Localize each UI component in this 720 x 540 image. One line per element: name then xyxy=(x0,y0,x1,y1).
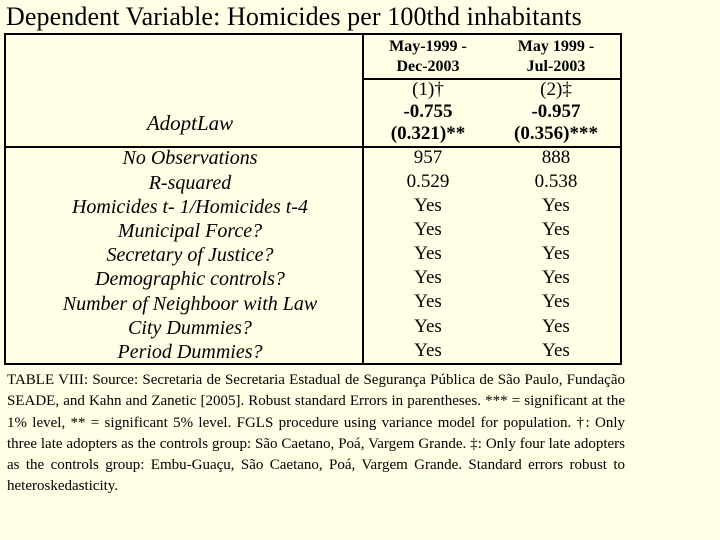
row-c1: Yes xyxy=(414,243,442,264)
col1-period xyxy=(364,37,492,77)
row-label: Homicides t- 1/Homicides t-4 xyxy=(71,196,309,218)
row-c2: Yes xyxy=(542,219,570,240)
col2-period-line2: Jul-2003 xyxy=(526,58,586,75)
row-c1: Yes xyxy=(414,340,442,361)
row-c2: Yes xyxy=(542,316,570,337)
row-label: Demographic controls? xyxy=(95,268,285,290)
row-c1: Yes xyxy=(414,316,442,337)
row-c2: Yes xyxy=(542,195,570,216)
row-c2: 888 xyxy=(541,147,571,168)
row-label: Number of Neighboor with Law xyxy=(62,293,318,315)
col1-period-line2: Dec-2003 xyxy=(396,58,460,75)
row-label: Period Dummies? xyxy=(117,341,263,363)
row-c2: Yes xyxy=(542,340,570,361)
row-label: Secretary of Justice? xyxy=(106,244,274,266)
col2-model: (2)‡ xyxy=(540,79,572,100)
row-c1: 0.529 xyxy=(406,171,450,192)
row-c1: Yes xyxy=(414,219,442,240)
regression-table xyxy=(4,33,622,365)
col1-coef-block xyxy=(364,79,492,145)
col1-model: (1)† xyxy=(412,79,444,100)
row-c2: Yes xyxy=(542,267,570,288)
col2-period-line1: May 1999 - xyxy=(517,38,595,55)
table-caption: TABLE VIII: Source: Secretaria de Secretaria Estadual de Segurança Pública de São Paulo, Fundação SEADE, and Kahn and Zanetic [2005]. Robust standard Errors in parentheses. *** = significant at the 1% level, ** = significant 5% level. FGLS procedure using variance model for population. †: Only three late adopters as the controls group: São Caetano, Poá, Vargem Grande. ‡: Only four late adopters as the controls group: Embu-Guaçu, São Caetano, Poá, Vargem Grande. Standard errors robust to heteroskedasticity. xyxy=(7,372,625,495)
row-c2: Yes xyxy=(542,291,570,312)
col1-coef: -0.755 xyxy=(403,101,453,122)
col2-coef-block xyxy=(492,79,620,145)
row-c1: 957 xyxy=(413,147,443,168)
col1-se: (0.321)** xyxy=(390,123,466,144)
col2-se: (0.356)*** xyxy=(514,123,598,144)
row-label: No Observations xyxy=(122,147,258,169)
col2-period xyxy=(492,37,620,77)
row-c1: Yes xyxy=(414,291,442,312)
row-label: R-squared xyxy=(148,172,232,194)
table-title: Dependent Variable: Homicides per 100thd inhabitants xyxy=(6,2,582,31)
row-label: Municipal Force? xyxy=(117,220,263,242)
row-label: City Dummies? xyxy=(128,317,252,339)
row-c1: Yes xyxy=(414,267,442,288)
col1-period-line1: May-1999 - xyxy=(389,38,467,55)
col2-coef: -0.957 xyxy=(531,101,581,122)
row-c1: Yes xyxy=(414,195,442,216)
row-c2: 0.538 xyxy=(534,171,578,192)
adopt-law-label: AdoptLaw xyxy=(146,111,234,135)
row-c2: Yes xyxy=(542,243,570,264)
